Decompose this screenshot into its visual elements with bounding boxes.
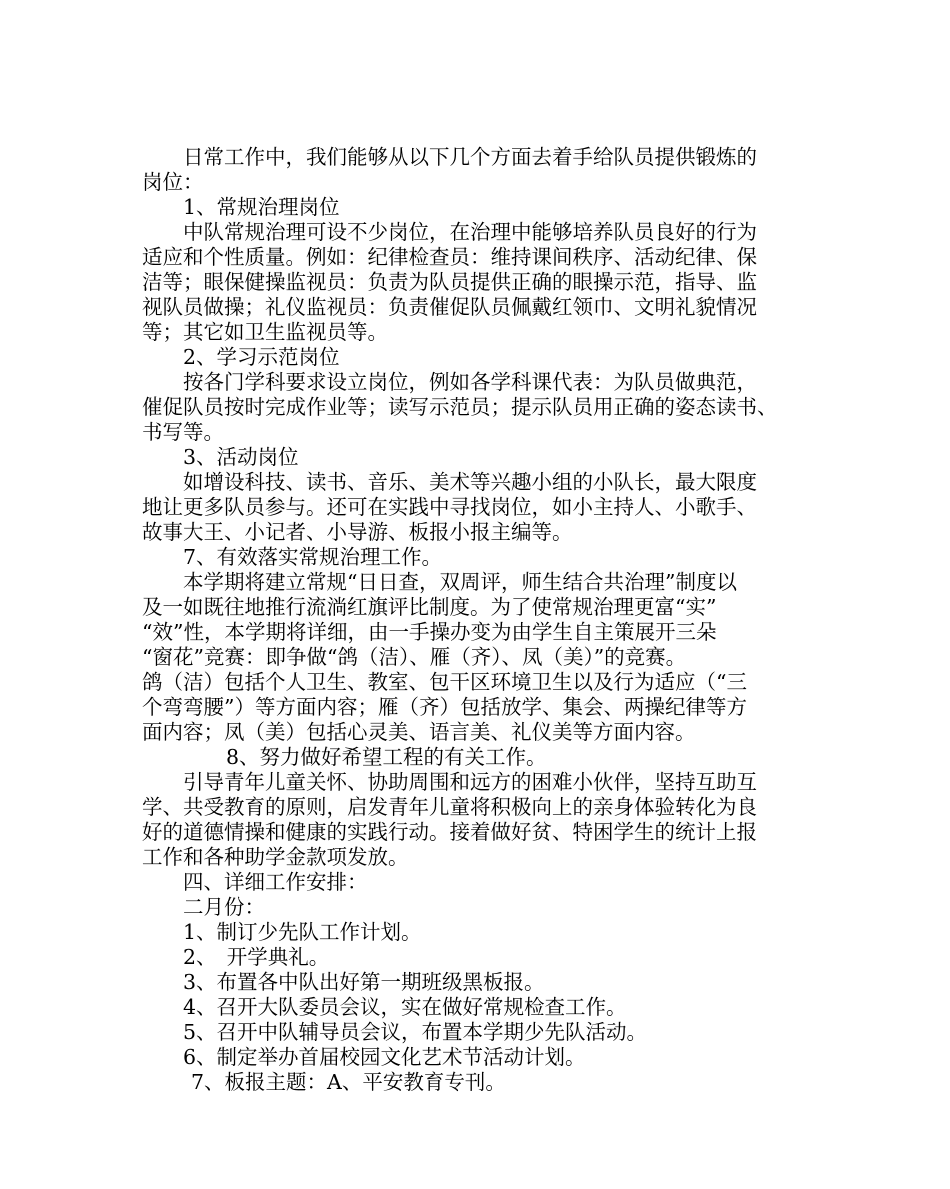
text-line: “窗花”竞赛：即争做“鸽（洁）、雁（齐）、凤（美）”的竞赛。: [142, 645, 687, 669]
text-line: 故事大王、小记者、小导游、板报小报主编等。: [142, 520, 573, 544]
section-heading: 3、活动岗位: [183, 445, 299, 469]
text-line: 引导青年儿童关怀、协助周围和远方的困难小伙伴，坚持互助互: [183, 770, 757, 794]
section-heading: 8、努力做好希望工程的有关工作。: [226, 745, 547, 769]
section-heading: 四、详细工作安排：: [183, 870, 368, 894]
list-item: 4、召开大队委员会议，实在做好常规检查工作。: [183, 995, 627, 1019]
list-item: 6、制定举办首届校园文化艺术节活动计划。: [183, 1045, 586, 1069]
text-line: 鸽（洁）包括个人卫生、教室、包干区环境卫生以及行为适应（“三: [142, 670, 747, 694]
text-line: 适应和个性质量。例如：纪律检查员：维持课间秩序、活动纪律、保: [142, 245, 757, 269]
list-item: 2、 开学典礼。: [183, 945, 330, 969]
text-line: 本学期将建立常规“日日查，双周评，师生结合共治理”制度以: [183, 570, 737, 594]
text-line: 中队常规治理可设不少岗位，在治理中能够培养队员良好的行为: [183, 220, 757, 244]
text-line: 如增设科技、读书、音乐、美术等兴趣小组的小队长，最大限度: [183, 470, 757, 494]
section-heading: 2、学习示范岗位: [183, 345, 340, 369]
text-line: 等；其它如卫生监视员等。: [142, 320, 388, 344]
text-line: 地让更多队员参与。还可在实践中寻找岗位，如小主持人、小歌手、: [142, 495, 757, 519]
month-heading: 二月份：: [183, 895, 265, 919]
text-line: 工作和各种助学金款项发放。: [142, 845, 409, 869]
list-item: 3、布置各中队出好第一期班级黑板报。: [183, 970, 545, 994]
text-line: 学、共受教育的原则，启发青年儿童将积极向上的亲身体验转化为良: [142, 795, 757, 819]
text-line: 岗位：: [142, 170, 204, 194]
text-line: 好的道德情操和健康的实践行动。接着做好贫、特困学生的统计上报: [142, 820, 757, 844]
text-line: 面内容；凤（美）包括心灵美、语言美、礼仪美等方面内容。: [142, 720, 696, 744]
text-line: 及一如既往地推行流淌红旗评比制度。为了使常规治理更富“实”: [142, 595, 717, 619]
section-heading: 7、有效落实常规治理工作。: [183, 545, 443, 569]
section-heading: 1、常规治理岗位: [183, 195, 340, 219]
list-item: 1、制订少先队工作计划。: [183, 920, 422, 944]
text-line: 书写等。: [142, 420, 224, 444]
list-item: 5、召开中队辅导员会议，布置本学期少先队活动。: [183, 1020, 648, 1044]
text-line: 按各门学科要求设立岗位，例如各学科课代表：为队员做典范，: [183, 370, 757, 394]
text-line: “效”性，本学期将详细，由一手操办变为由学生自主策展开三朵: [142, 620, 717, 644]
text-line: 视队员做操；礼仪监视员：负责催促队员佩戴红领巾、文明礼貌情况: [142, 295, 757, 319]
list-item: 7、板报主题：A、平安教育专刊。: [191, 1070, 506, 1094]
text-line: 洁等；眼保健操监视员：负责为队员提供正确的眼操示范，指导、监: [142, 270, 757, 294]
text-line: 催促队员按时完成作业等；读写示范员；提示队员用正确的姿态读书、: [142, 395, 778, 419]
text-line: 个弯弯腰”）等方面内容；雁（齐）包括放学、集会、两操纪律等方: [142, 695, 747, 719]
text-line: 日常工作中，我们能够从以下几个方面去着手给队员提供锻炼的: [183, 145, 757, 169]
